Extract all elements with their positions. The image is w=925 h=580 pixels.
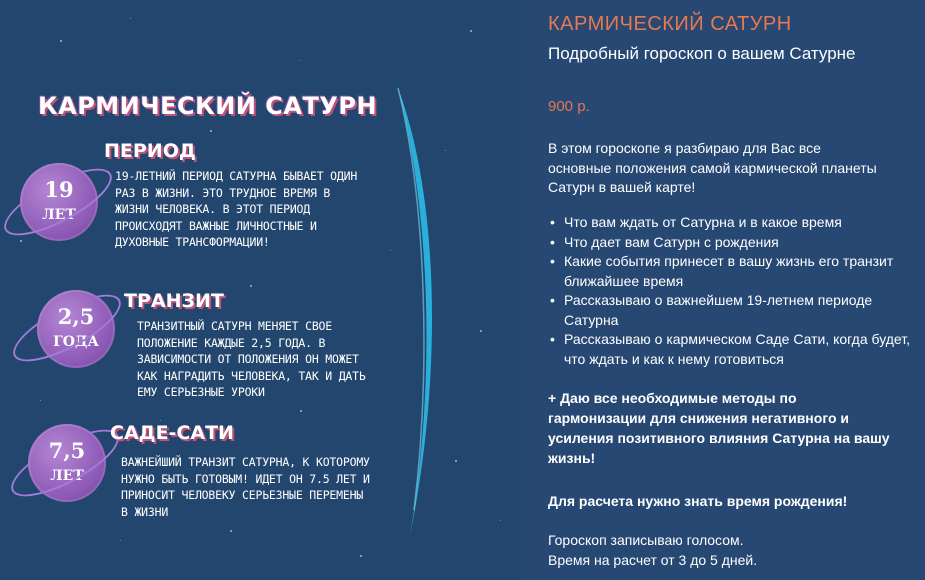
planet-number: 19 xyxy=(44,177,74,202)
section-heading-transit: ТРАНЗИТ xyxy=(124,290,224,312)
section-text-period: 19-ЛЕТНИЙ ПЕРИОД САТУРНА БЫВАЕТ ОДИН РАЗ В ЖИЗНИ. ЭТО ТРУДНОЕ ВРЕМЯ В ЖИЗНИ ЧЕЛОВЕКА. В ЭТОТ ПЕРИОД ПРОИСХОДЯТ ВАЖНЫЕ ЛИЧНОСТНЫЕ И ДУХОВНЫЕ ТРАНСФОРМАЦИИ! xyxy=(115,169,358,249)
list-item: • Что дает вам Сатурн с рождения xyxy=(548,233,918,253)
product-title: КАРМИЧЕСКИЙ САТУРН xyxy=(548,13,792,35)
section-heading-sade-sati: САДЕ-САТИ xyxy=(110,422,234,444)
list-item: • Рассказываю о кармическом Саде Сати, когда будет, что ждать и как к нему готовиться xyxy=(548,330,918,369)
product-subtitle: Подробный гороскоп о вашем Сатурне xyxy=(548,44,856,63)
recording-info xyxy=(548,530,908,570)
product-price: 900 р. xyxy=(548,98,590,115)
list-item: • Что вам ждать от Сатурна и в какое время xyxy=(548,213,918,233)
planet-number: 2,5 xyxy=(57,304,95,329)
promo-title: КАРМИЧЕСКИЙ САТУРН xyxy=(38,92,378,120)
section-heading-period: ПЕРИОД xyxy=(104,140,196,162)
section-text-sade-sati: ВАЖНЕЙШИЙ ТРАНЗИТ САТУРНА, К КОТОРОМУ НУЖНО БЫТЬ ГОТОВЫМ! ИДЕТ ОН 7.5 ЛЕТ И ПРИНОСИТ ЧЕЛОВЕКУ СЕРЬЕЗНЫЕ ПЕРЕМЕНЫ В ЖИЗНИ xyxy=(121,455,370,519)
product-description xyxy=(520,0,925,580)
planet-unit: ГОДА xyxy=(53,334,99,350)
list-item: • Какие события принесет в вашу жизнь его транзит ближайшее время xyxy=(548,252,918,291)
requirement-text: Для расчета нужно знать время рождения! xyxy=(548,493,848,509)
planet-unit: ЛЕТ xyxy=(42,207,76,223)
recording-line: Время на расчет от 3 до 5 дней. xyxy=(548,552,758,568)
planet-unit: ЛЕТ xyxy=(50,468,84,484)
swoosh-divider xyxy=(380,80,460,580)
recording-line: Гороскоп записываю голосом. xyxy=(548,532,744,548)
bonus-text: + Даю все необходимые методы по гармонизации для снижения негативного и усиления позитивного влияния Сатурна на вашу жизнь! xyxy=(548,390,890,466)
list-item: • Рассказываю о важнейшем 19-летнем периоде Сатурна xyxy=(548,291,918,330)
section-text-transit: ТРАНЗИТНЫЙ САТУРН МЕНЯЕТ СВОЕ ПОЛОЖЕНИЕ КАЖДЫЕ 2,5 ГОДА. В ЗАВИСИМОСТИ ОТ ПОЛОЖЕНИЯ ОН МОЖЕТ КАК НАГРАДИТЬ ЧЕЛОВЕКА, ТАК И ДАТЬ ЕМУ СЕРЬЕЗНЫЕ УРОКИ xyxy=(137,319,366,399)
feature-list xyxy=(548,213,918,369)
product-intro: В этом гороскопе я разбираю для Вас все основные положения самой кармической планеты Сатурн в вашей карте! xyxy=(548,140,877,195)
planet-number: 7,5 xyxy=(48,438,86,463)
